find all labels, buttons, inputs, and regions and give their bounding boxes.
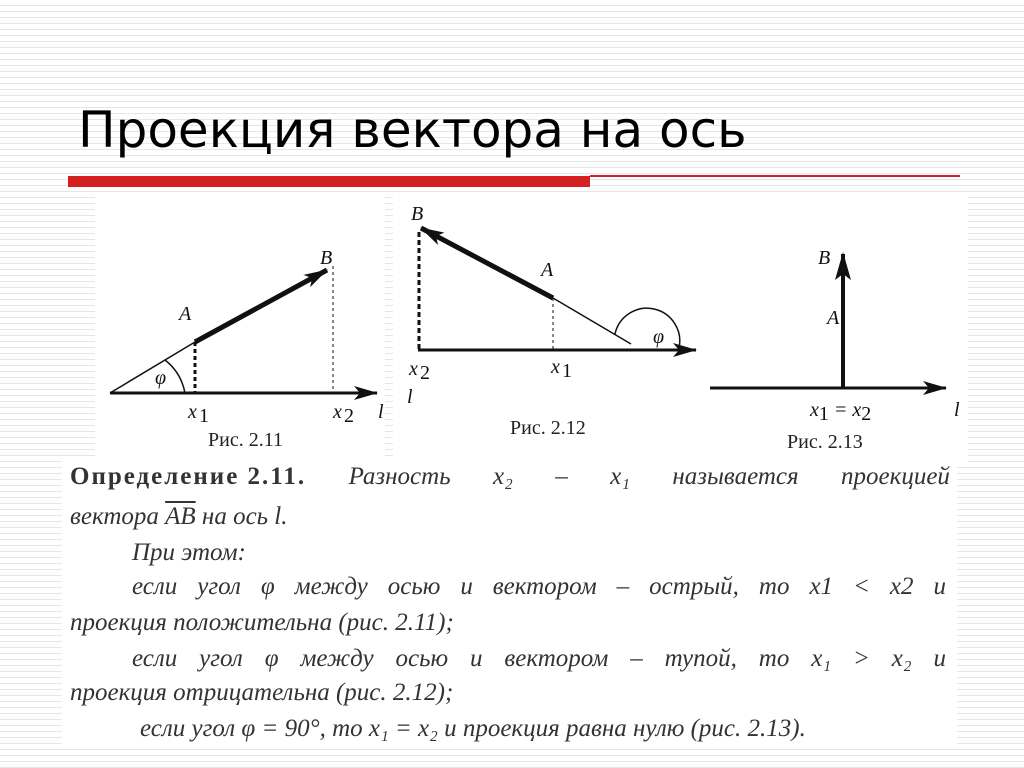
label-x2: x <box>409 358 418 380</box>
label-x1-sub: 1 <box>562 360 572 382</box>
label-a: A <box>827 307 840 329</box>
figure-2-12 <box>393 196 708 462</box>
label-axis-l: l <box>954 399 960 421</box>
figure-2-13 <box>700 196 968 462</box>
title-thin-rule <box>590 175 960 177</box>
label-x2-sub: 2 <box>344 405 354 427</box>
definition-word: называется <box>672 463 799 490</box>
caption-2-13: Рис. 2.13 <box>787 431 863 453</box>
label-x1-sub: 1 <box>199 405 209 427</box>
label-phi: φ <box>155 367 167 389</box>
label-x1-equals-x2: x1 = x2 <box>810 399 872 425</box>
label-a: A <box>541 259 554 281</box>
vector-ab <box>195 270 327 342</box>
definition-word: Разность <box>348 463 451 490</box>
label-phi: φ <box>653 326 665 348</box>
label-x2: x <box>333 401 342 423</box>
label-x2-sub: 2 <box>420 362 430 384</box>
label-b: B <box>818 247 831 269</box>
figure-2-11 <box>95 196 385 462</box>
definition-word: проекцией <box>841 463 950 490</box>
definition-word: x₁ <box>610 463 630 490</box>
definition-line-4: если угол φ между осью и вектором – острый, то x1 < x2 и <box>132 573 946 600</box>
definition-line-1 <box>70 462 950 492</box>
figure-2-13-drawing <box>700 196 968 462</box>
label-axis-l: l <box>378 401 384 423</box>
definition-block <box>62 456 957 748</box>
angle-arc <box>615 308 680 348</box>
title-accent-rule <box>68 176 590 187</box>
label-b: B <box>320 247 333 269</box>
angle-arc <box>165 360 185 393</box>
vector-ab-notation: $\overline{AB}$ <box>165 503 196 530</box>
label-x1: x <box>188 401 197 423</box>
definition-text: вектора <box>70 503 166 530</box>
definition-line-6: если угол φ между осью и вектором – тупой, то x₁ > x₂ и <box>132 645 946 672</box>
vector-ab <box>421 228 553 298</box>
definition-line-8: если угол φ = 90°, то x₁ = x₂ и проекция равна нулю (рис. 2.13). <box>140 715 806 742</box>
label-x1: x <box>551 356 560 378</box>
definition-text: на ось l. <box>195 503 288 530</box>
slant-line <box>553 298 631 344</box>
label-axis-l: l <box>407 386 413 408</box>
figure-2-12-drawing <box>393 196 708 462</box>
definition-word: x₂ <box>493 463 513 490</box>
figure-2-11-drawing <box>95 196 385 462</box>
label-a: A <box>179 303 192 325</box>
label-b: B <box>411 203 424 225</box>
slide-title: Проекция вектора на ось <box>78 101 747 159</box>
definition-line-3: При этом: <box>132 539 246 566</box>
definition-line-5: проекция положительна (рис. 2.11); <box>70 609 454 636</box>
definition-term: Определение 2.11. <box>70 463 307 490</box>
definition-line-2 <box>70 502 288 532</box>
definition-line-7: проекция отрицательна (рис. 2.12); <box>70 679 454 706</box>
definition-word: – <box>555 463 568 490</box>
caption-2-11: Рис. 2.11 <box>208 429 283 451</box>
caption-2-12: Рис. 2.12 <box>510 417 586 439</box>
